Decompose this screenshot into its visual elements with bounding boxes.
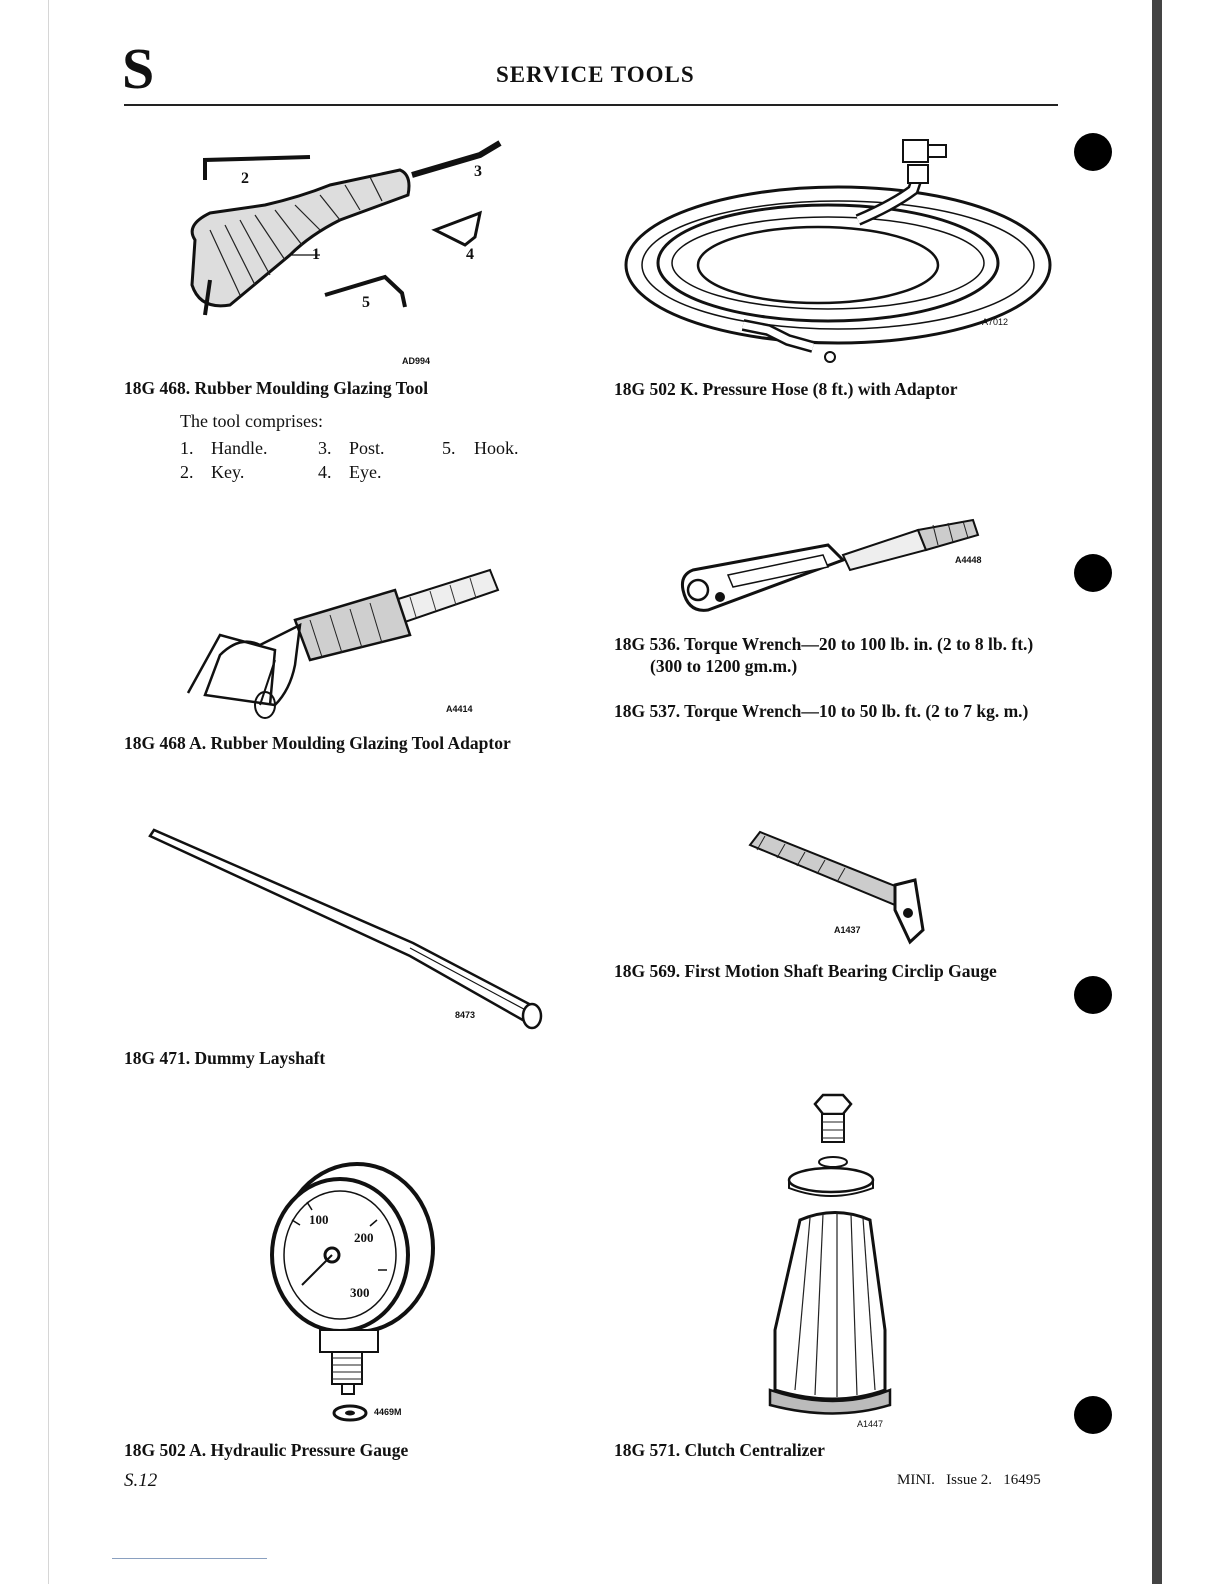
tool-caption: 18G 468 A. Rubber Moulding Glazing Tool Adaptor bbox=[124, 733, 511, 753]
glazing-adaptor-illustration bbox=[180, 565, 510, 725]
list-item: Handle. bbox=[211, 438, 268, 458]
margin-bullet bbox=[1074, 133, 1112, 171]
tool-caption: 18G 536. Torque Wrench—20 to 100 lb. in. (2 to 8 lb. ft.) bbox=[614, 634, 1034, 654]
section-letter: S bbox=[122, 36, 155, 101]
figure-ref: AD994 bbox=[402, 356, 431, 366]
tool-caption: 18G 468. Rubber Moulding Glazing Tool bbox=[124, 378, 429, 398]
list-number: 3. bbox=[318, 438, 332, 458]
list-number: 5. bbox=[442, 438, 456, 458]
part-label: 3 bbox=[474, 163, 482, 180]
dial-mark: 200 bbox=[354, 1230, 374, 1245]
part-label: 1 bbox=[312, 246, 320, 263]
margin-bullet bbox=[1074, 554, 1112, 592]
list-item: Key. bbox=[211, 462, 245, 482]
clutch-centralizer-illustration bbox=[765, 1090, 905, 1420]
dial-mark: 300 bbox=[350, 1285, 370, 1300]
list-number: 4. bbox=[318, 462, 332, 482]
figure-ref: A1437 bbox=[834, 925, 861, 935]
dial-mark: 100 bbox=[309, 1212, 329, 1227]
torque-wrench-illustration bbox=[678, 515, 983, 615]
list-number: 2. bbox=[180, 462, 194, 482]
figure-ref: A4448 bbox=[955, 555, 982, 565]
margin-rule bbox=[48, 0, 49, 1584]
margin-bullet bbox=[1074, 976, 1112, 1014]
page-number: S.12 bbox=[124, 1470, 158, 1491]
washer-icon bbox=[332, 1404, 368, 1422]
issue-info: MINI. Issue 2. 16495 bbox=[897, 1472, 1041, 1488]
margin-bullet bbox=[1074, 1396, 1112, 1434]
part-label: 4 bbox=[466, 246, 474, 263]
comprises-intro: The tool comprises: bbox=[180, 411, 323, 431]
header-rule bbox=[124, 104, 1058, 106]
figure-ref: 8473 bbox=[455, 1010, 476, 1020]
tool-caption: 18G 571. Clutch Centralizer bbox=[614, 1440, 825, 1460]
list-item: Eye. bbox=[349, 462, 382, 482]
page-title: SERVICE TOOLS bbox=[496, 62, 695, 87]
figure-ref: A4414 bbox=[446, 704, 473, 714]
pressure-hose-illustration bbox=[618, 135, 1058, 370]
part-label: 2 bbox=[241, 170, 249, 187]
tool-caption: 18G 502 A. Hydraulic Pressure Gauge bbox=[124, 1440, 409, 1460]
tool-caption: 18G 569. First Motion Shaft Bearing Circlip Gauge bbox=[614, 961, 997, 981]
figure-ref: 4469M bbox=[374, 1407, 402, 1417]
tool-caption: 18G 471. Dummy Layshaft bbox=[124, 1048, 326, 1068]
tool-caption-line2: (300 to 1200 gm.m.) bbox=[650, 656, 798, 676]
tool-caption: 18G 537. Torque Wrench—10 to 50 lb. ft. (2 to 7 kg. m.) bbox=[614, 701, 1029, 721]
bottom-rule bbox=[112, 1558, 267, 1559]
page-edge bbox=[1152, 0, 1162, 1584]
part-label: 5 bbox=[362, 294, 370, 311]
tool-caption: 18G 502 K. Pressure Hose (8 ft.) with Adaptor bbox=[614, 379, 958, 399]
figure-ref: A1447 bbox=[857, 1419, 884, 1429]
list-number: 1. bbox=[180, 438, 194, 458]
list-item: Post. bbox=[349, 438, 385, 458]
figure-ref: A7012 bbox=[982, 317, 1009, 327]
dummy-layshaft-illustration bbox=[148, 828, 548, 1033]
glazing-tool-illustration bbox=[180, 135, 520, 325]
list-item: Hook. bbox=[474, 438, 519, 458]
